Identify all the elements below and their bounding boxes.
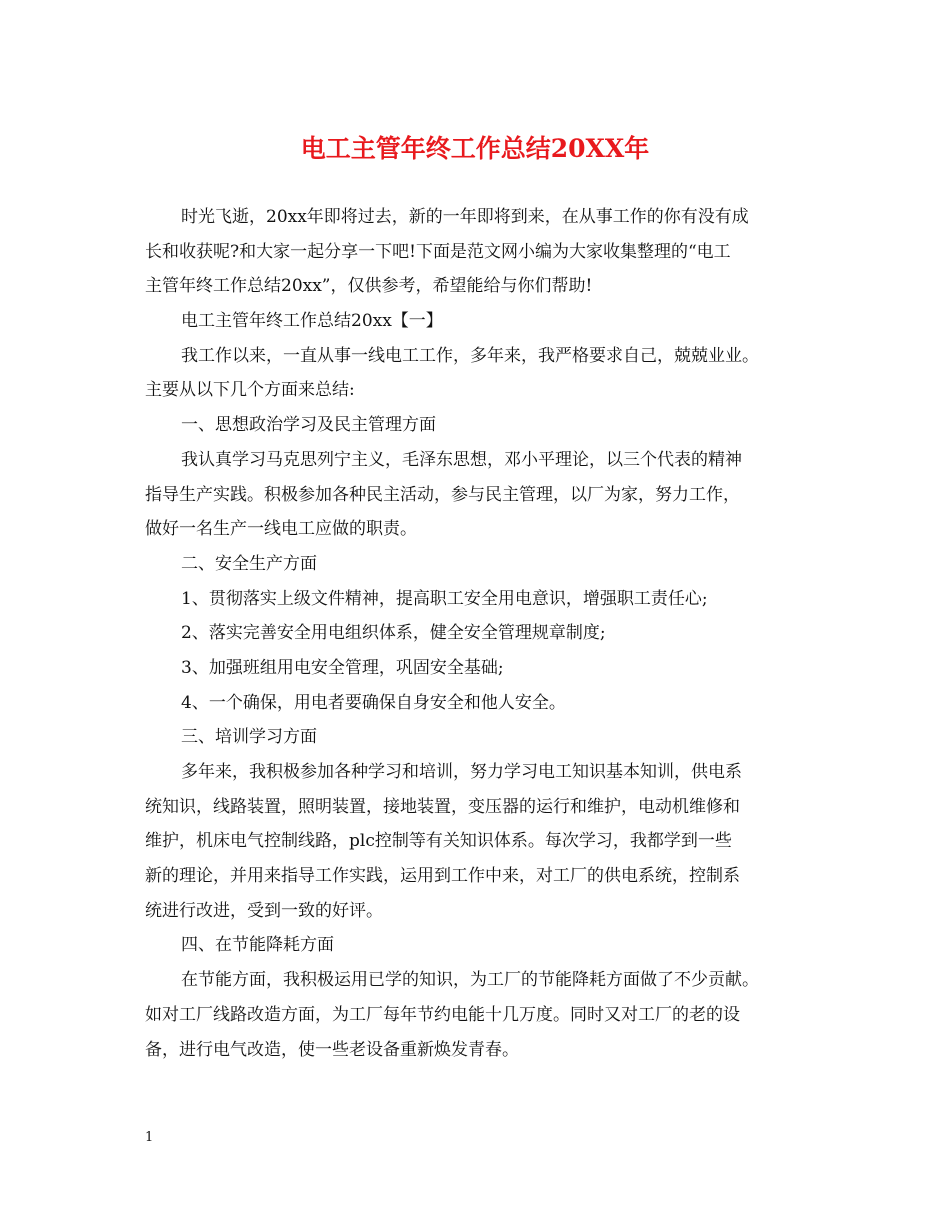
paragraph-line: 时光飞逝，20xx年即将过去，新的一年即将到来，在从事工作的你有没有成 bbox=[181, 207, 749, 227]
paragraph-line: 新的理论，并用来指导工作实践，运用到工作中来，对工厂的供电系统，控制系 bbox=[145, 866, 740, 887]
list-item: 4、一个确保，用电者要确保自身安全和他人安全。 bbox=[181, 692, 566, 713]
paragraph-line: 多年来，我积极参加各种学习和培训，努力学习电工知识基本知训，供电系 bbox=[181, 762, 742, 782]
list-item: 2、落实完善安全用电组织体系，健全安全管理规章制度; bbox=[181, 623, 606, 644]
paragraph-line: 在节能方面，我积极运用已学的知识，为工厂的节能降耗方面做了不少贡献。 bbox=[181, 970, 759, 991]
paragraph-line: 指导生产实践。积极参加各种民主活动，参与民主管理，以厂为家，努力工作， bbox=[145, 484, 740, 505]
paragraph-line: 主要从以下几个方面来总结: bbox=[145, 380, 355, 401]
list-item: 1、贯彻落实上级文件精神，提高职工安全用电意识，增强职工责任心; bbox=[181, 588, 708, 609]
section-heading: 三、培训学习方面 bbox=[181, 727, 317, 748]
paragraph-line: 做好一名生产一线电工应做的职责。 bbox=[145, 519, 417, 540]
document-title: 电工主管年终工作总结20XX年 bbox=[300, 134, 650, 163]
document-body bbox=[145, 200, 810, 1067]
section-heading: 一、思想政治学习及民主管理方面 bbox=[181, 415, 436, 436]
section-heading: 二、安全生产方面 bbox=[181, 553, 317, 574]
paragraph-line: 统知识，线路装置，照明装置，接地装置，变压器的运行和维护，电动机维修和 bbox=[145, 796, 740, 817]
paragraph-line: 主管年终工作总结20xx”，仅供参考，希望能给与你们帮助! bbox=[145, 276, 593, 297]
paragraph-line: 如对工厂线路改造方面，为工厂每年节约电能十几万度。同时又对工厂的老的设 bbox=[145, 1004, 740, 1025]
paragraph-line: 我工作以来，一直从事一线电工工作，多年来，我严格要求自己，兢兢业业。 bbox=[181, 345, 759, 366]
section-heading: 电工主管年终工作总结20xx【一】 bbox=[181, 311, 443, 332]
list-item: 3、加强班组用电安全管理，巩固安全基础; bbox=[181, 657, 504, 678]
paragraph-line: 备，进行电气改造，使一些老设备重新焕发青春。 bbox=[145, 1039, 519, 1060]
page-number: 1 bbox=[145, 1130, 154, 1145]
paragraph-line: 维护，机床电气控制线路，plc控制等有关知识体系。每次学习，我都学到一些 bbox=[145, 831, 732, 852]
section-heading: 四、在节能降耗方面 bbox=[181, 935, 334, 956]
paragraph-line: 长和收获呢?和大家一起分享一下吧!下面是范文网小编为大家收集整理的“电工 bbox=[145, 241, 731, 262]
paragraph-line: 我认真学习马克思列宁主义，毛泽东思想，邓小平理论，以三个代表的精神 bbox=[181, 449, 742, 470]
paragraph-line: 统进行改进，受到一致的好评。 bbox=[145, 900, 383, 921]
